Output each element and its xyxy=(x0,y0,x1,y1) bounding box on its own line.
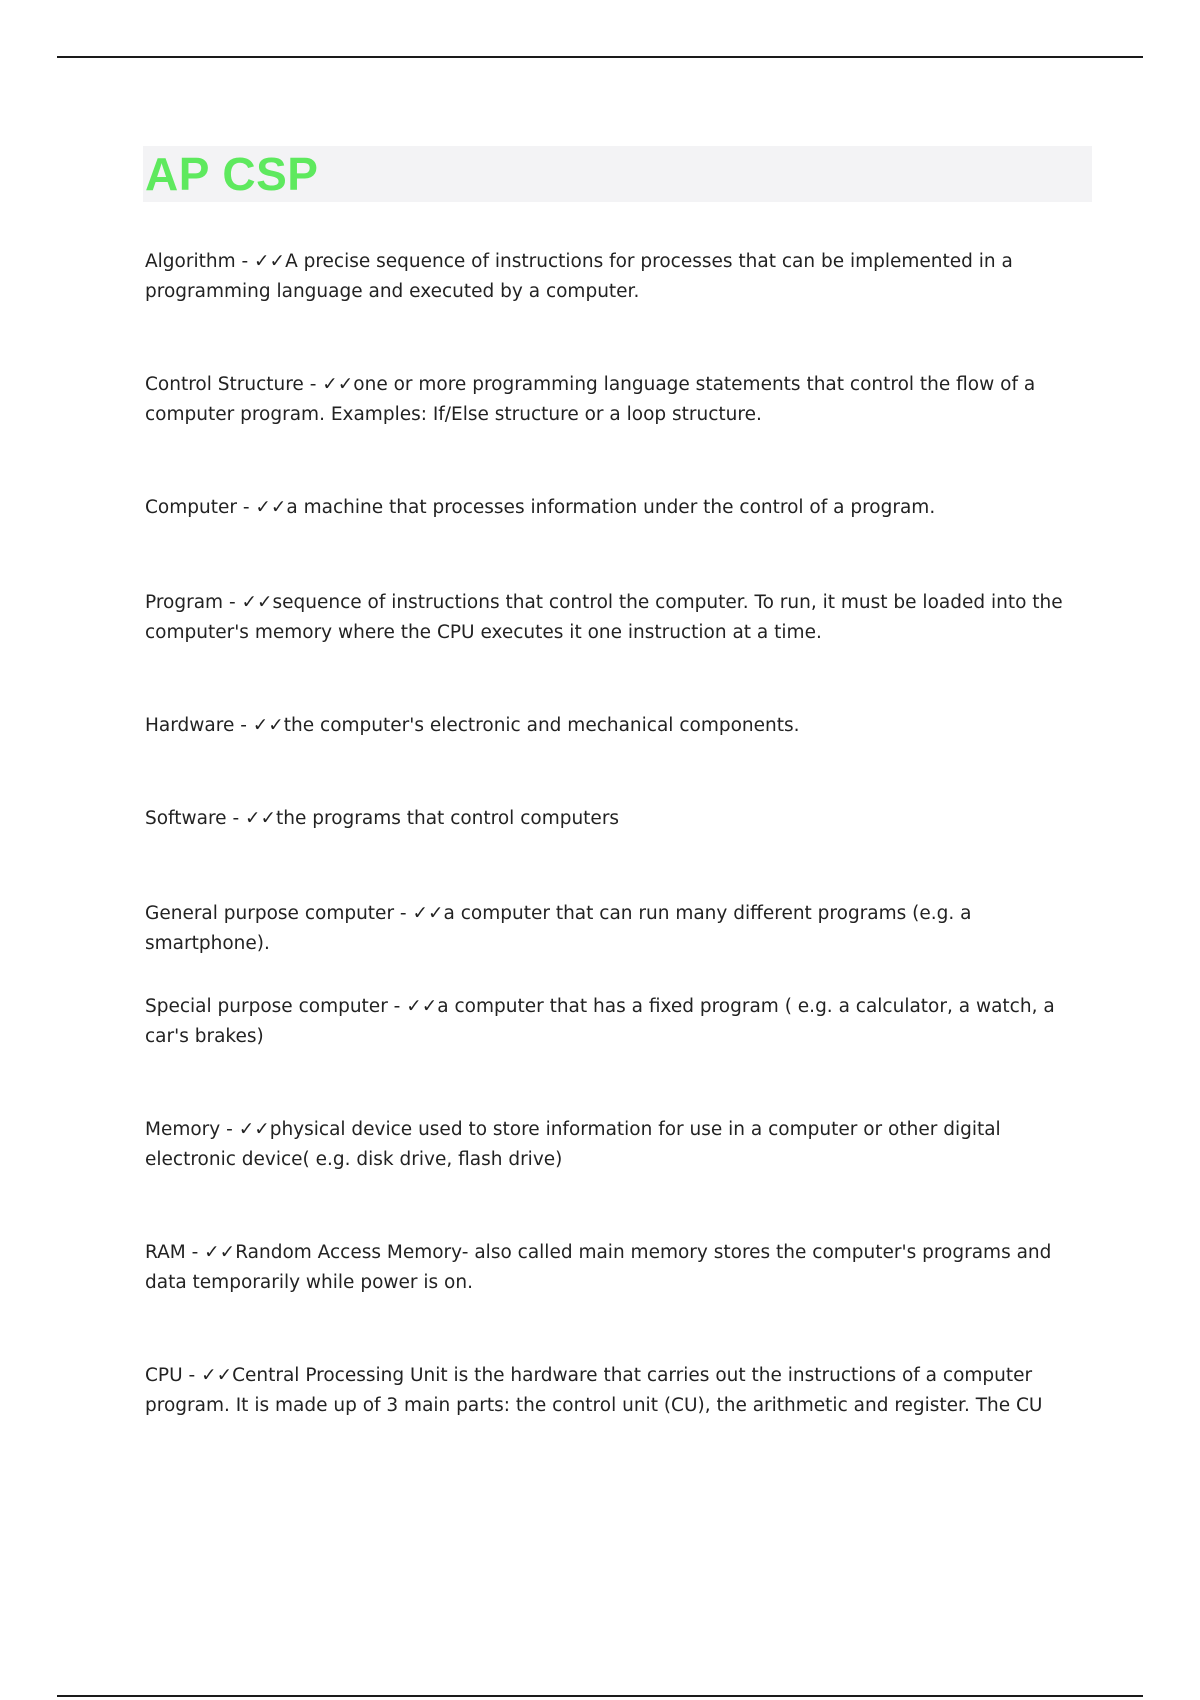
entry-memory xyxy=(145,1115,1080,1175)
double-check-icon: ✓✓ xyxy=(252,715,284,736)
entry-term: Computer xyxy=(145,497,237,518)
entry-term: Memory xyxy=(145,1119,221,1140)
entry-control-structure xyxy=(145,370,1080,430)
entry-term: Algorithm xyxy=(145,251,236,272)
double-check-icon: ✓✓ xyxy=(241,592,273,613)
entry-definition: a computer that has a fixed program ( e.g. a calculator, a watch, a car's brakes) xyxy=(145,996,1055,1047)
entry-definition: sequence of instructions that control the computer. To run, it must be loaded into the computer's memory where the CPU executes it one instruction at a time. xyxy=(145,592,1063,643)
entry-separator: - xyxy=(303,374,323,395)
entry-definition: A precise sequence of instructions for processes that can be implemented in a programming language and executed by a computer. xyxy=(145,251,1013,302)
double-check-icon: ✓✓ xyxy=(322,374,354,395)
entry-term: CPU xyxy=(145,1365,183,1386)
entry-definition: the computer's electronic and mechanical components. xyxy=(283,715,800,736)
entry-definition: physical device used to store information for use in a computer or other digital electronic device( e.g. disk drive, flash drive) xyxy=(145,1119,1001,1170)
entry-separator: - xyxy=(235,251,255,272)
entry-special-purpose-computer xyxy=(145,992,1080,1052)
entry-software xyxy=(145,804,1080,834)
entry-separator: - xyxy=(394,903,413,924)
entry-term: Software xyxy=(145,808,227,829)
entry-separator: - xyxy=(220,1119,239,1140)
double-check-icon: ✓✓ xyxy=(406,996,438,1017)
entry-separator: - xyxy=(387,996,407,1017)
entry-term: Program xyxy=(145,592,224,613)
entry-definition: a machine that processes information under the control of a program. xyxy=(286,497,936,518)
entry-separator: - xyxy=(226,808,245,829)
bottom-rule xyxy=(57,1695,1143,1697)
top-rule xyxy=(57,56,1143,58)
entry-separator: - xyxy=(182,1365,202,1386)
entry-ram xyxy=(145,1238,1080,1298)
double-check-icon: ✓✓ xyxy=(245,808,277,829)
double-check-icon: ✓✓ xyxy=(238,1119,270,1140)
double-check-icon: ✓✓ xyxy=(204,1242,236,1263)
double-check-icon: ✓✓ xyxy=(254,251,286,272)
entry-hardware xyxy=(145,711,1080,741)
entry-separator: - xyxy=(236,497,256,518)
entry-definition: the programs that control computers xyxy=(276,808,620,829)
entry-separator: - xyxy=(223,592,242,613)
title-band xyxy=(143,146,1092,202)
entry-separator: - xyxy=(234,715,253,736)
entry-definition: Random Access Memory- also called main memory stores the computer's programs and data temporarily while power is on. xyxy=(145,1242,1052,1293)
double-check-icon: ✓✓ xyxy=(255,497,287,518)
entry-general-purpose-computer xyxy=(145,899,1080,959)
entry-program xyxy=(145,588,1080,648)
page-title: AP CSP xyxy=(145,148,319,200)
double-check-icon: ✓✓ xyxy=(201,1365,233,1386)
entry-algorithm xyxy=(145,247,1080,307)
entry-definition: Central Processing Unit is the hardware that carries out the instructions of a computer program. It is made up of 3 main parts: the control unit (CU), the arithmetic and register. The CU xyxy=(145,1365,1043,1416)
entry-term: Hardware xyxy=(145,715,235,736)
entry-term: RAM xyxy=(145,1242,186,1263)
entry-term: Control Structure xyxy=(145,374,304,395)
entry-term: Special purpose computer xyxy=(145,996,388,1017)
entry-definition: one or more programming language statements that control the flow of a computer program. Examples: If/Else structure or a loop structure. xyxy=(145,374,1036,425)
entry-term: General purpose computer xyxy=(145,903,395,924)
entry-definition: a computer that can run many different programs (e.g. a smartphone). xyxy=(145,903,972,954)
entry-separator: - xyxy=(185,1242,205,1263)
entry-computer xyxy=(145,493,1080,523)
double-check-icon: ✓✓ xyxy=(412,903,444,924)
entry-cpu xyxy=(145,1361,1080,1421)
